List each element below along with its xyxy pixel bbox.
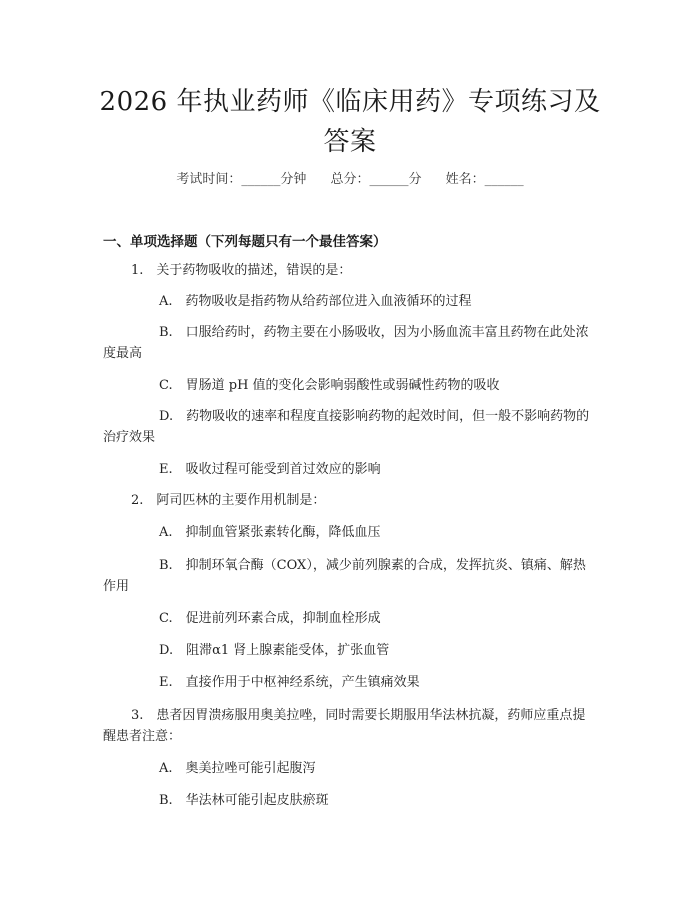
question-2-stem: 2. 阿司匹林的主要作用机制是： (131, 493, 326, 508)
question-2-option-c: C. 促进前列环素合成，抑制血栓形成 (159, 611, 381, 626)
question-2-option-e: E. 直接作用于中枢神经系统，产生镇痛效果 (159, 675, 420, 690)
question-2-option-b: B. 抑制环氧合酶（COX），减少前列腺素的合成，发挥抗炎、镇痛、解热作用 (103, 558, 586, 594)
question-1-option-b: B. 口服给药时，药物主要在小肠吸收，因为小肠血流丰富且药物在此处浓度最高 (103, 325, 589, 361)
exam-name: 姓名：______ (445, 172, 524, 187)
question-3-stem: 3. 患者因胃溃疡服用奥美拉唑，同时需要长期服用华法林抗凝，药师应重点提醒患者注意： (103, 708, 586, 744)
exam-time: 考试时间：______分钟 (176, 172, 307, 187)
question-1-option-c: C. 胃肠道 pH 值的变化会影响弱酸性或弱碱性药物的吸收 (159, 378, 500, 393)
question-1-option-a: A. 药物吸收是指药物从给药部位进入血液循环的过程 (159, 294, 472, 309)
question-1-option-d: D. 药物吸收的速率和程度直接影响药物的起效时间，但一般不影响药物的治疗效果 (103, 409, 590, 445)
question-3-option-b: B. 华法林可能引起皮肤瘀斑 (159, 793, 329, 808)
question-1-option-e: E. 吸收过程可能受到首过效应的影响 (159, 462, 381, 477)
exam-score: 总分：______分 (330, 172, 422, 187)
page-title: 2026 年执业药师《临床用药》专项练习及答案 (99, 87, 601, 157)
question-1-stem: 1. 关于药物吸收的描述，错误的是： (131, 263, 352, 278)
exam-meta (0, 168, 700, 187)
question-3-option-a: A. 奥美拉唑可能引起腹泻 (159, 761, 316, 776)
question-2-option-a: A. 抑制血管紧张素转化酶，降低血压 (159, 525, 381, 540)
section-heading: 一、单项选择题（下列每题只有一个最佳答案） (103, 234, 387, 250)
question-2-option-d: D. 阻滞α1 肾上腺素能受体，扩张血管 (159, 643, 390, 658)
